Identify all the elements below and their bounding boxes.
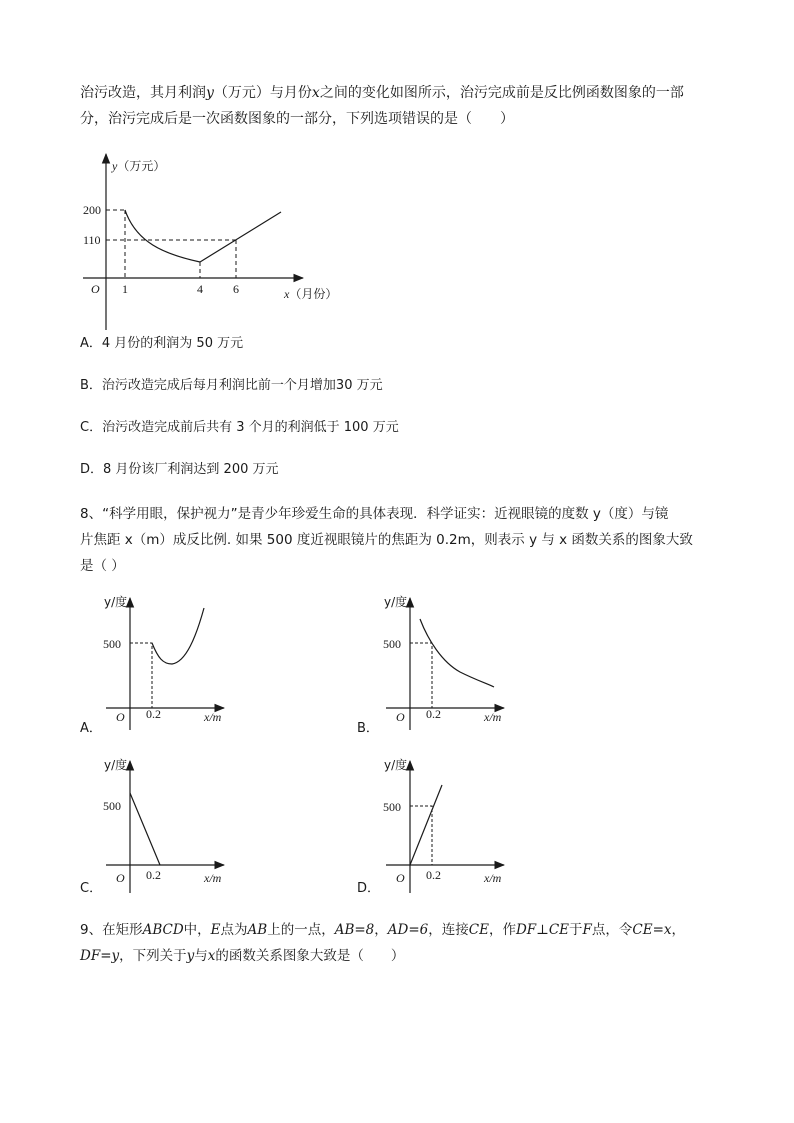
q8-graph-a bbox=[100, 592, 240, 732]
q7-x-label: x（月份） bbox=[284, 287, 338, 301]
q8-stem-line1: 8、“科学用眼，保护视力”是青少年珍爱生命的具体表现．科学证实：近视眼镜的度数 y（度）与镜 bbox=[80, 506, 669, 522]
q7-stem-line2: 分，治污完成后是一次函数图象的一部分，下列选项错误的是（ ） bbox=[80, 111, 514, 127]
svg-text:y/度: y/度 bbox=[104, 758, 128, 772]
q7-tick-110: 110 bbox=[83, 233, 101, 247]
svg-text:500: 500 bbox=[103, 637, 121, 651]
q7-tick-4: 4 bbox=[197, 282, 203, 296]
svg-text:O: O bbox=[116, 871, 125, 885]
q8a-curve bbox=[152, 608, 204, 664]
svg-text:y/度: y/度 bbox=[384, 758, 408, 772]
svg-text:y/度: y/度 bbox=[104, 595, 128, 609]
q9-stem: 9、在矩形ABCD中，E点为AB上的一点，AB=8，AD=6，连接CE，作DF⊥CE于F点，令CE=x，DF=y，下列关于y与x的函数关系图象大致是（ ） bbox=[80, 922, 686, 964]
q7-option-d[interactable]: D．8 月份该厂利润达到 200 万元 bbox=[80, 462, 279, 477]
q7-inverse-curve bbox=[125, 210, 200, 262]
svg-text:0.2: 0.2 bbox=[146, 707, 161, 721]
q7-graph bbox=[78, 150, 348, 320]
q7-y-label: y（万元） bbox=[112, 159, 166, 173]
q7-option-a[interactable]: A．4 月份的利润为 50 万元 bbox=[80, 336, 244, 351]
svg-text:0.2: 0.2 bbox=[426, 707, 441, 721]
q8-graph-d bbox=[380, 755, 520, 895]
svg-text:x/m: x/m bbox=[204, 710, 222, 724]
q7-tick-200: 200 bbox=[83, 203, 101, 217]
svg-text:x/m: x/m bbox=[484, 871, 502, 885]
q8-graph-c bbox=[100, 755, 240, 895]
q8-stem-line3: 是（ ） bbox=[80, 558, 125, 574]
svg-text:O: O bbox=[116, 710, 125, 724]
q8-stem bbox=[80, 501, 730, 579]
q8-stem-line2: 片焦距 x（m）成反比例. 如果 500 度近视眼镜片的焦距为 0.2m，则表示 y 与 x 函数关系的图象大致 bbox=[80, 532, 693, 548]
svg-text:500: 500 bbox=[383, 637, 401, 651]
svg-text:O: O bbox=[396, 871, 405, 885]
q7-stem-line1: 治污改造，其月利润y（万元）与月份x之间的变化如图所示，治污完成前是反比例函数图象的一部 bbox=[80, 85, 684, 101]
q7-guides bbox=[106, 210, 236, 278]
svg-text:y/度: y/度 bbox=[384, 595, 408, 609]
q8-choice-b[interactable]: B． bbox=[357, 721, 379, 736]
q7-linear-segment bbox=[200, 212, 281, 262]
svg-text:x/m: x/m bbox=[204, 871, 222, 885]
svg-text:0.2: 0.2 bbox=[146, 868, 161, 882]
q7-option-b[interactable]: B．治污改造完成后每月利润比前一个月增加30 万元 bbox=[80, 378, 383, 393]
svg-text:500: 500 bbox=[103, 799, 121, 813]
q8d-line bbox=[410, 785, 442, 865]
q7-origin: O bbox=[91, 282, 100, 296]
q8c-line bbox=[130, 793, 160, 865]
q7-tick-1: 1 bbox=[122, 282, 128, 296]
q8-choice-a[interactable]: A． bbox=[80, 721, 102, 736]
svg-text:500: 500 bbox=[383, 800, 401, 814]
q7-stem bbox=[80, 80, 720, 132]
svg-text:x/m: x/m bbox=[484, 710, 502, 724]
svg-text:O: O bbox=[396, 710, 405, 724]
q7-option-c[interactable]: C．治污改造完成前后共有 3 个月的利润低于 100 万元 bbox=[80, 420, 399, 435]
q8-choice-c[interactable]: C． bbox=[80, 881, 103, 896]
svg-text:0.2: 0.2 bbox=[426, 868, 441, 882]
q8-choice-d[interactable]: D． bbox=[357, 881, 381, 896]
q8b-curve bbox=[420, 619, 494, 687]
q7-tick-6: 6 bbox=[233, 282, 239, 296]
q8-graph-b bbox=[380, 592, 520, 732]
